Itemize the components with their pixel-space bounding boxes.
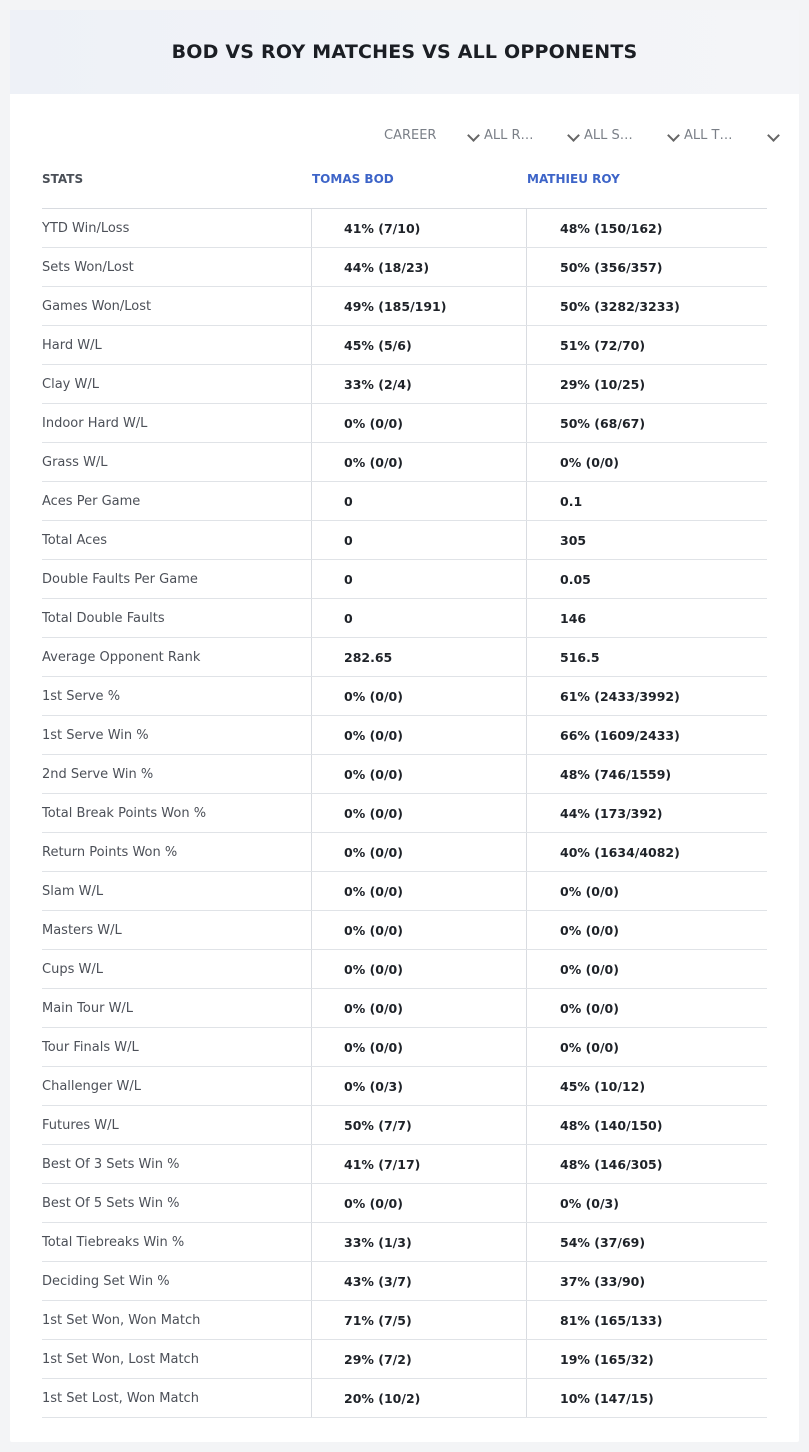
player1-value: 0% (0/0) <box>311 716 526 754</box>
filter-surface-label: ALL S… <box>584 128 633 143</box>
stat-label: Aces Per Game <box>42 494 141 509</box>
table-row <box>42 1379 767 1418</box>
player1-value: 0 <box>311 521 526 559</box>
player2-value: 0.05 <box>526 560 767 598</box>
player1-value: 29% (7/2) <box>311 1340 526 1378</box>
table-row <box>42 599 767 638</box>
stat-label: 2nd Serve Win % <box>42 767 154 782</box>
player1-value: 0% (0/0) <box>311 911 526 949</box>
player2-value: 0% (0/0) <box>526 911 767 949</box>
player1-value: 0 <box>311 482 526 520</box>
table-row <box>42 365 767 404</box>
filter-surface-select[interactable] <box>584 128 684 148</box>
player2-value: 54% (37/69) <box>526 1223 767 1261</box>
stat-label: Deciding Set Win % <box>42 1274 170 1289</box>
player2-link[interactable]: MATHIEU ROY <box>527 172 620 186</box>
table-row <box>42 209 767 248</box>
table-row <box>42 1223 767 1262</box>
player2-value: 516.5 <box>526 638 767 676</box>
table-row <box>42 1106 767 1145</box>
player1-value: 0% (0/0) <box>311 950 526 988</box>
stat-label: YTD Win/Loss <box>42 221 130 236</box>
player1-value: 45% (5/6) <box>311 326 526 364</box>
player2-value: 81% (165/133) <box>526 1301 767 1339</box>
page-title: BOD VS ROY MATCHES VS ALL OPPONENTS <box>171 41 638 63</box>
stat-label: Total Aces <box>42 533 108 548</box>
stat-label: Tour Finals W/L <box>42 1040 139 1055</box>
player1-value: 33% (1/3) <box>311 1223 526 1261</box>
stat-label: 1st Set Lost, Won Match <box>42 1391 199 1406</box>
stat-label: Main Tour W/L <box>42 1001 134 1016</box>
player1-value: 0 <box>311 560 526 598</box>
table-row <box>42 443 767 482</box>
card-header <box>10 10 799 94</box>
table-row <box>42 1340 767 1379</box>
column-header-stats: STATS <box>42 172 84 186</box>
stat-label: Futures W/L <box>42 1118 119 1133</box>
table-row <box>42 716 767 755</box>
stat-label: Average Opponent Rank <box>42 650 201 665</box>
table-row <box>42 794 767 833</box>
filter-tournament-select[interactable] <box>684 128 784 148</box>
filter-period-label: CAREER <box>384 128 437 143</box>
table-row <box>42 911 767 950</box>
player1-value: 44% (18/23) <box>311 248 526 286</box>
player1-value: 0% (0/0) <box>311 677 526 715</box>
player1-link[interactable]: TOMAS BOD <box>312 172 394 186</box>
player2-value: 40% (1634/4082) <box>526 833 767 871</box>
table-row <box>42 521 767 560</box>
table-row <box>42 872 767 911</box>
stat-label: Clay W/L <box>42 377 99 392</box>
table-row <box>42 755 767 794</box>
table-row <box>42 638 767 677</box>
player2-value: 61% (2433/3992) <box>526 677 767 715</box>
stat-label: Indoor Hard W/L <box>42 416 148 431</box>
player2-value: 0% (0/0) <box>526 443 767 481</box>
player2-value: 146 <box>526 599 767 637</box>
chevron-down-icon <box>467 129 480 142</box>
table-row <box>42 950 767 989</box>
player1-value: 0% (0/3) <box>311 1067 526 1105</box>
player2-value: 50% (68/67) <box>526 404 767 442</box>
player2-value: 48% (140/150) <box>526 1106 767 1144</box>
stat-label: Total Double Faults <box>42 611 165 626</box>
table-row <box>42 287 767 326</box>
filter-tournament-label: ALL T… <box>684 128 733 143</box>
player1-value: 0 <box>311 599 526 637</box>
player1-value: 0% (0/0) <box>311 1184 526 1222</box>
filter-round-select[interactable] <box>484 128 584 148</box>
player2-value: 0% (0/3) <box>526 1184 767 1222</box>
player2-value: 45% (10/12) <box>526 1067 767 1105</box>
player2-value: 0% (0/0) <box>526 872 767 910</box>
stats-table-body <box>42 209 767 1418</box>
player2-value: 50% (3282/3233) <box>526 287 767 325</box>
player2-value: 29% (10/25) <box>526 365 767 403</box>
player1-value: 50% (7/7) <box>311 1106 526 1144</box>
player2-value: 0% (0/0) <box>526 950 767 988</box>
player1-value: 0% (0/0) <box>311 872 526 910</box>
table-row <box>42 1262 767 1301</box>
stat-label: Return Points Won % <box>42 845 178 860</box>
player2-value: 66% (1609/2433) <box>526 716 767 754</box>
stat-label: Grass W/L <box>42 455 108 470</box>
player2-value: 48% (146/305) <box>526 1145 767 1183</box>
filter-round-label: ALL R… <box>484 128 534 143</box>
table-header <box>42 170 767 209</box>
table-row <box>42 1301 767 1340</box>
player2-value: 37% (33/90) <box>526 1262 767 1300</box>
table-row <box>42 560 767 599</box>
stat-label: Best Of 5 Sets Win % <box>42 1196 180 1211</box>
player2-value: 48% (150/162) <box>526 209 767 247</box>
player1-value: 43% (3/7) <box>311 1262 526 1300</box>
stat-label: 1st Set Won, Lost Match <box>42 1352 199 1367</box>
table-row <box>42 1067 767 1106</box>
stat-label: 1st Set Won, Won Match <box>42 1313 201 1328</box>
player1-value: 282.65 <box>311 638 526 676</box>
stat-label: Total Break Points Won % <box>42 806 207 821</box>
player1-value: 0% (0/0) <box>311 794 526 832</box>
filter-bar <box>384 128 784 148</box>
stat-label: Total Tiebreaks Win % <box>42 1235 185 1250</box>
stat-label: Masters W/L <box>42 923 122 938</box>
player1-value: 0% (0/0) <box>311 443 526 481</box>
player2-value: 10% (147/15) <box>526 1379 767 1417</box>
table-row <box>42 248 767 287</box>
player1-value: 71% (7/5) <box>311 1301 526 1339</box>
player2-value: 0% (0/0) <box>526 989 767 1027</box>
table-row <box>42 1145 767 1184</box>
player2-value: 44% (173/392) <box>526 794 767 832</box>
filter-period-select[interactable] <box>384 128 484 148</box>
table-row <box>42 1028 767 1067</box>
chevron-down-icon <box>567 129 580 142</box>
stat-label: 1st Serve Win % <box>42 728 149 743</box>
table-row <box>42 482 767 521</box>
table-row <box>42 404 767 443</box>
stat-label: Double Faults Per Game <box>42 572 198 587</box>
table-row <box>42 326 767 365</box>
player1-value: 20% (10/2) <box>311 1379 526 1417</box>
stat-label: Cups W/L <box>42 962 103 977</box>
player1-value: 0% (0/0) <box>311 833 526 871</box>
player1-value: 41% (7/17) <box>311 1145 526 1183</box>
table-row <box>42 1184 767 1223</box>
player2-value: 0.1 <box>526 482 767 520</box>
player1-value: 0% (0/0) <box>311 1028 526 1066</box>
stat-label: Slam W/L <box>42 884 104 899</box>
player1-value: 49% (185/191) <box>311 287 526 325</box>
player1-value: 0% (0/0) <box>311 755 526 793</box>
stat-label: Best Of 3 Sets Win % <box>42 1157 180 1172</box>
player2-value: 48% (746/1559) <box>526 755 767 793</box>
player1-value: 41% (7/10) <box>311 209 526 247</box>
table-row <box>42 677 767 716</box>
player2-value: 0% (0/0) <box>526 1028 767 1066</box>
stat-label: Games Won/Lost <box>42 299 152 314</box>
player1-value: 0% (0/0) <box>311 404 526 442</box>
player2-value: 50% (356/357) <box>526 248 767 286</box>
stat-label: Challenger W/L <box>42 1079 141 1094</box>
player2-value: 19% (165/32) <box>526 1340 767 1378</box>
stat-label: Sets Won/Lost <box>42 260 134 275</box>
player1-value: 0% (0/0) <box>311 989 526 1027</box>
chevron-down-icon <box>767 129 780 142</box>
player2-value: 305 <box>526 521 767 559</box>
stat-label: 1st Serve % <box>42 689 121 704</box>
player2-value: 51% (72/70) <box>526 326 767 364</box>
player1-value: 33% (2/4) <box>311 365 526 403</box>
stats-card <box>10 10 799 1442</box>
stat-label: Hard W/L <box>42 338 102 353</box>
chevron-down-icon <box>667 129 680 142</box>
table-row <box>42 833 767 872</box>
table-row <box>42 989 767 1028</box>
